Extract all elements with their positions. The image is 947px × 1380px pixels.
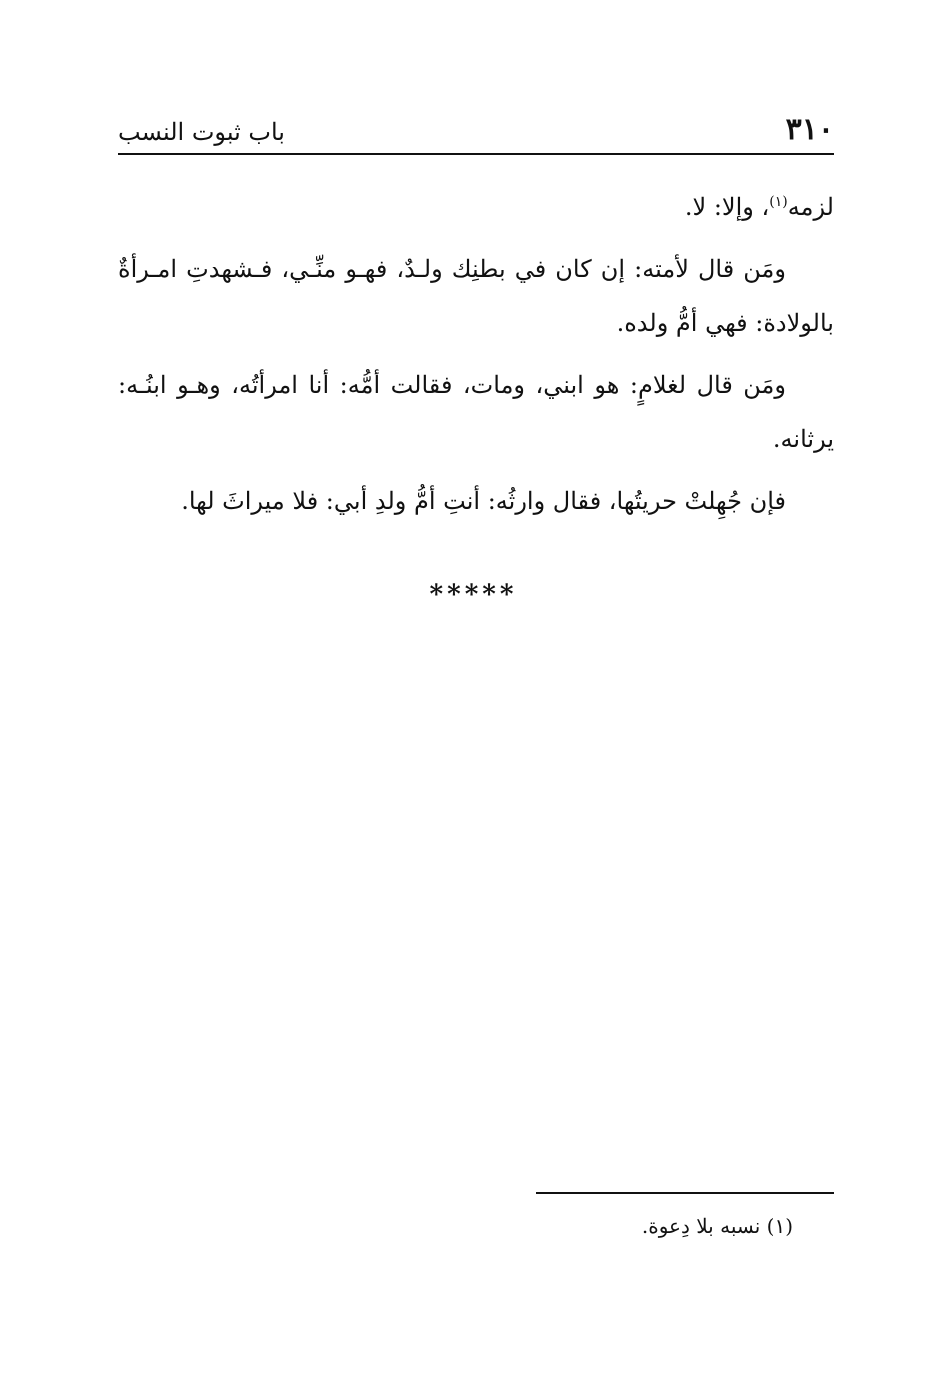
page-header	[118, 110, 834, 154]
page-number: ٣١٠	[785, 112, 834, 147]
footnote-reference: (١)	[769, 194, 788, 210]
footnote: (١) نسبه بلا دِعوة.	[641, 1214, 793, 1238]
paragraph-1-start: لزمه	[787, 193, 834, 221]
paragraph-2: ومَن قال لأمته: إن كان في بطنِك ولـدٌ، فهـو منِّـي، فـشهدتِ امـرأةٌ بالولادة: فهي أمُّ ولده.	[118, 255, 834, 337]
running-title: باب ثبوت النسب	[118, 118, 285, 146]
main-text	[118, 180, 834, 536]
footnote-rule	[536, 1192, 834, 1194]
paragraph-1-end: ، وإلا: لا.	[684, 193, 770, 221]
paragraph-1	[118, 180, 834, 234]
paragraph-4: فإن جُهِلتْ حريتُها، فقال وارثُه: أنتِ أمُّ ولدِ أبي: فلا ميراثَ لها.	[181, 487, 786, 515]
header-rule	[118, 153, 834, 155]
paragraph-3: ومَن قال لغلامٍ: هو ابني، ومات، فقالت أمُّه: أنا امرأتُه، وهـو ابنُـه: يرثانه.	[118, 371, 834, 453]
section-separator: *****	[429, 580, 518, 610]
